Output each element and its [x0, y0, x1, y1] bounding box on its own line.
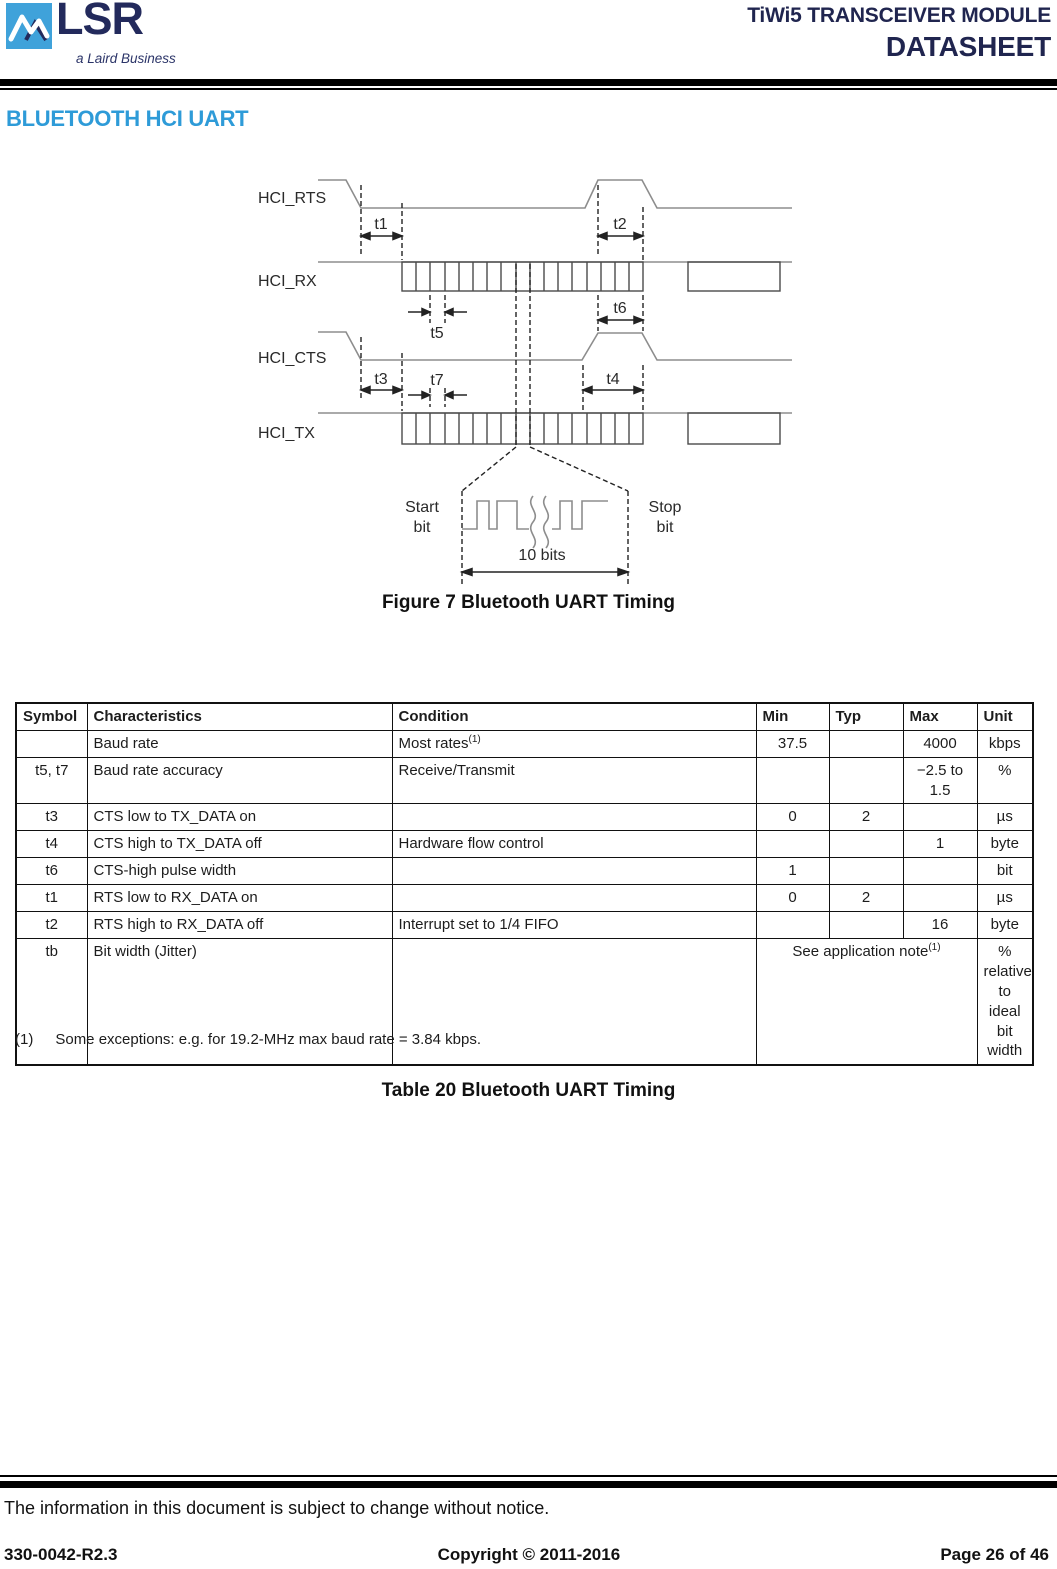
start-bit-label-1: Start [405, 499, 439, 516]
signal-label-rx: HCI_RX [258, 273, 317, 290]
timing-label-t6: t6 [613, 300, 627, 317]
cell-characteristics: CTS low to TX_DATA on [87, 804, 392, 831]
cell-unit: kbps [977, 730, 1033, 757]
cell-min: 0 [756, 804, 829, 831]
cell-max [903, 858, 977, 885]
cell-max: −2.5 to 1.5 [903, 757, 977, 804]
cell-condition: Interrupt set to 1/4 FIFO [392, 912, 756, 939]
footer-copyright: Copyright © 2011-2016 [437, 1545, 621, 1564]
table-row [16, 858, 1033, 885]
footnote-marker: (1) [15, 1031, 34, 1048]
cell-unit: µs [977, 885, 1033, 912]
table-caption: Table 20 Bluetooth UART Timing [381, 1080, 676, 1101]
cell-condition: Most rates$^{(1)}$ [392, 730, 756, 757]
document-title: TiWi5 TRANSCEIVER MODULE [747, 4, 1051, 27]
logo-tagline: a Laird Business [76, 51, 176, 66]
footer-row [0, 1545, 1057, 1565]
cell-max: 4000 [903, 730, 977, 757]
cell-min: 1 [756, 858, 829, 885]
header-rule-thin [0, 88, 1057, 90]
uart-timing-diagram [230, 155, 805, 600]
cell-characteristics: Baud rate accuracy [87, 757, 392, 804]
data-burst-boxes [402, 262, 780, 444]
cell-max [903, 885, 977, 912]
dashed-reference-lines [361, 185, 643, 587]
cell-characteristics: Baud rate [87, 730, 392, 757]
cell-min [756, 912, 829, 939]
table-row [16, 757, 1033, 804]
uart-timing-table [15, 702, 1034, 1066]
cell-condition: Hardware flow control [392, 831, 756, 858]
start-bit-label-2: bit [413, 519, 431, 536]
cell-typ [829, 858, 903, 885]
cell-min [756, 757, 829, 804]
logo-wordmark: LSR [56, 0, 143, 44]
cell-characteristics: CTS high to TX_DATA off [87, 831, 392, 858]
cell-characteristics: Bit width (Jitter) [87, 939, 392, 1065]
footnote-text: Some exceptions: e.g. for 19.2-MHz max baud rate = 3.84 kbps. [55, 1031, 481, 1048]
cell-typ [829, 912, 903, 939]
timing-label-t7: t7 [430, 372, 444, 389]
cell-unit: µs [977, 804, 1033, 831]
table-footnote [15, 1031, 481, 1048]
signal-label-tx: HCI_TX [258, 425, 315, 442]
stop-bit-label-1: Stop [648, 499, 682, 516]
cell-unit: % [977, 757, 1033, 804]
cell-symbol: t6 [16, 858, 87, 885]
timing-label-t5: t5 [430, 325, 444, 342]
cell-min: 37.5 [756, 730, 829, 757]
cell-symbol: tb [16, 939, 87, 1065]
col-header: Min [756, 703, 829, 730]
cell-max [903, 804, 977, 831]
col-header: Condition [392, 703, 756, 730]
cell-characteristics: RTS high to RX_DATA off [87, 912, 392, 939]
cell-min-typ-max-merged: See application note$^{(1)}$ [756, 939, 977, 1065]
table-row [16, 885, 1033, 912]
bits-count-label: 10 bits [518, 547, 566, 564]
timing-label-t4: t4 [606, 371, 620, 388]
signal-label-rts: HCI_RTS [258, 190, 327, 207]
table-row [16, 912, 1033, 939]
cell-typ: 2 [829, 885, 903, 912]
cell-unit: byte [977, 912, 1033, 939]
cell-characteristics: CTS-high pulse width [87, 858, 392, 885]
cell-max: 16 [903, 912, 977, 939]
col-header: Unit [977, 703, 1033, 730]
cell-typ: 2 [829, 804, 903, 831]
stop-bit-label-2: bit [656, 519, 674, 536]
cell-unit: byte [977, 831, 1033, 858]
table-row [16, 730, 1033, 757]
cell-symbol: t3 [16, 804, 87, 831]
col-header: Characteristics [87, 703, 392, 730]
cell-condition [392, 858, 756, 885]
cell-typ [829, 730, 903, 757]
cell-characteristics: RTS low to RX_DATA on [87, 885, 392, 912]
document-subtitle: DATASHEET [885, 31, 1051, 62]
col-header: Typ [829, 703, 903, 730]
footer-doc-number: 330-0042-R2.3 [4, 1545, 118, 1564]
cell-symbol [16, 730, 87, 757]
lsr-logo-icon [6, 3, 52, 49]
footer-rule-thin [0, 1475, 1057, 1477]
section-heading: BLUETOOTH HCI UART [6, 106, 249, 131]
footer-notice: The information in this document is subject to change without notice. [4, 1498, 550, 1518]
signal-traces [318, 180, 792, 548]
timing-label-t2: t2 [613, 216, 627, 233]
cell-min [756, 831, 829, 858]
cell-condition [392, 885, 756, 912]
header-rule-thick [0, 79, 1057, 86]
cell-unit: bit [977, 858, 1033, 885]
table-row [16, 804, 1033, 831]
cell-symbol: t5, t7 [16, 757, 87, 804]
cell-typ [829, 757, 903, 804]
table-header-row [16, 703, 1033, 730]
cell-condition [392, 804, 756, 831]
footer-page-number: Page 26 of 46 [940, 1545, 1049, 1564]
col-header: Max [903, 703, 977, 730]
cell-condition: Receive/Transmit [392, 757, 756, 804]
cell-min: 0 [756, 885, 829, 912]
cell-max: 1 [903, 831, 977, 858]
cell-symbol: t4 [16, 831, 87, 858]
timing-label-t3: t3 [374, 371, 388, 388]
timing-label-t1: t1 [374, 216, 388, 233]
col-header: Symbol [16, 703, 87, 730]
signal-label-cts: HCI_CTS [258, 350, 327, 367]
cell-symbol: t1 [16, 885, 87, 912]
cell-symbol: t2 [16, 912, 87, 939]
table-row [16, 831, 1033, 858]
figure-caption: Figure 7 Bluetooth UART Timing [381, 592, 676, 613]
footer-rule-thick [0, 1481, 1057, 1488]
cell-typ [829, 831, 903, 858]
cell-unit: % relative to ideal bit width [977, 939, 1033, 1065]
